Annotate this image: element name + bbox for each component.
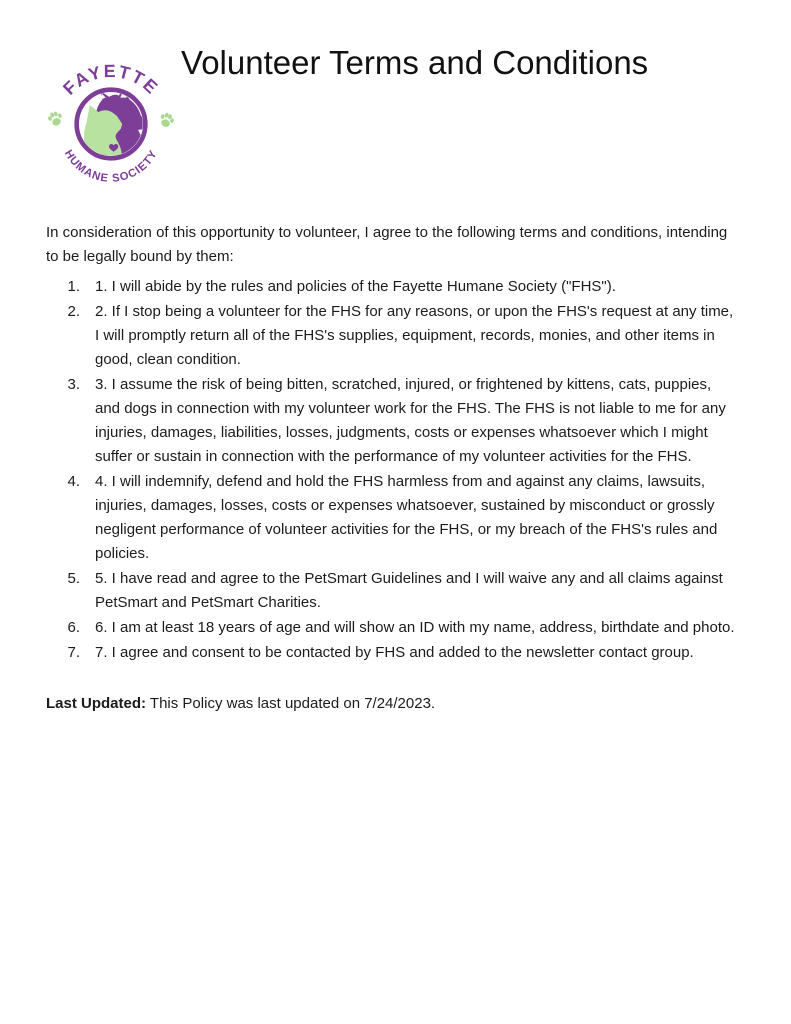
- logo-arc-top-text: FAYETTE: [59, 61, 163, 99]
- list-item-number: 7.: [67, 644, 80, 661]
- terms-list: [46, 275, 738, 665]
- list-item-text: 2. If I stop being a volunteer for the FHS for any reasons, or upon the FHS's request at any time, I will promptly return all of the FHS's supplies, equipment, records, monies, and other items in good, clean condition.: [95, 303, 734, 368]
- terms-list-item: [46, 567, 738, 615]
- paw-print-left-icon: [47, 110, 65, 128]
- list-item-text: 5. I have read and agree to the PetSmart Guidelines and I will waive any and all claims against PetSmart and PetSmart Charities.: [95, 570, 723, 611]
- terms-list-item: [46, 300, 738, 372]
- last-updated: [46, 692, 738, 716]
- list-item-number: 4.: [67, 473, 80, 490]
- list-item-number: 1.: [67, 278, 80, 295]
- humane-society-logo-icon: [45, 56, 177, 188]
- list-item-text: 3. I assume the risk of being bitten, scratched, injured, or frightened by kittens, cats, puppies, and dogs in connection with my volunteer work for the FHS. The FHS is not liable to me for any injuries, damages, liabilities, losses, judgments, costs or expenses whatsoever which I might suffer or sustain in connection with the performance of my volunteer activities for the FHS.: [95, 376, 726, 465]
- list-item-text: 6. I am at least 18 years of age and will show an ID with my name, address, birthdate and photo.: [95, 619, 735, 636]
- list-item-number: 3.: [67, 376, 80, 393]
- list-item-number: 2.: [67, 303, 80, 320]
- list-item-number: 5.: [67, 570, 80, 587]
- org-logo: [45, 56, 177, 188]
- list-item-text: 7. I agree and consent to be contacted by FHS and added to the newsletter contact group.: [95, 644, 694, 661]
- paw-print-right-icon: [158, 111, 176, 129]
- list-item-text: 1. I will abide by the rules and policies of the Fayette Humane Society ("FHS").: [95, 278, 616, 295]
- list-item-number: 6.: [67, 619, 80, 636]
- document-body: [46, 221, 738, 716]
- logo-arc-bottom-text: HUMANE SOCIETY: [61, 147, 161, 185]
- terms-list-item: [46, 641, 738, 665]
- terms-list-item: [46, 616, 738, 640]
- page-title: Volunteer Terms and Conditions: [181, 44, 649, 81]
- terms-list-item: [46, 373, 738, 469]
- last-updated-text: This Policy was last updated on 7/24/2023.: [149, 695, 436, 712]
- list-item-text: 4. I will indemnify, defend and hold the FHS harmless from and against any claims, lawsuits, injuries, damages, losses, costs or expenses whatsoever, sustained by misconduct or grossly negligent performance of volunteer activities for the FHS, or my breach of the FHS's rules and policies.: [95, 473, 718, 562]
- intro-paragraph: In consideration of this opportunity to volunteer, I agree to the following terms and conditions, intending to be legally bound by them:: [46, 224, 728, 265]
- terms-list-item: [46, 275, 738, 299]
- last-updated-label: Last Updated:: [46, 695, 147, 712]
- terms-list-item: [46, 470, 738, 566]
